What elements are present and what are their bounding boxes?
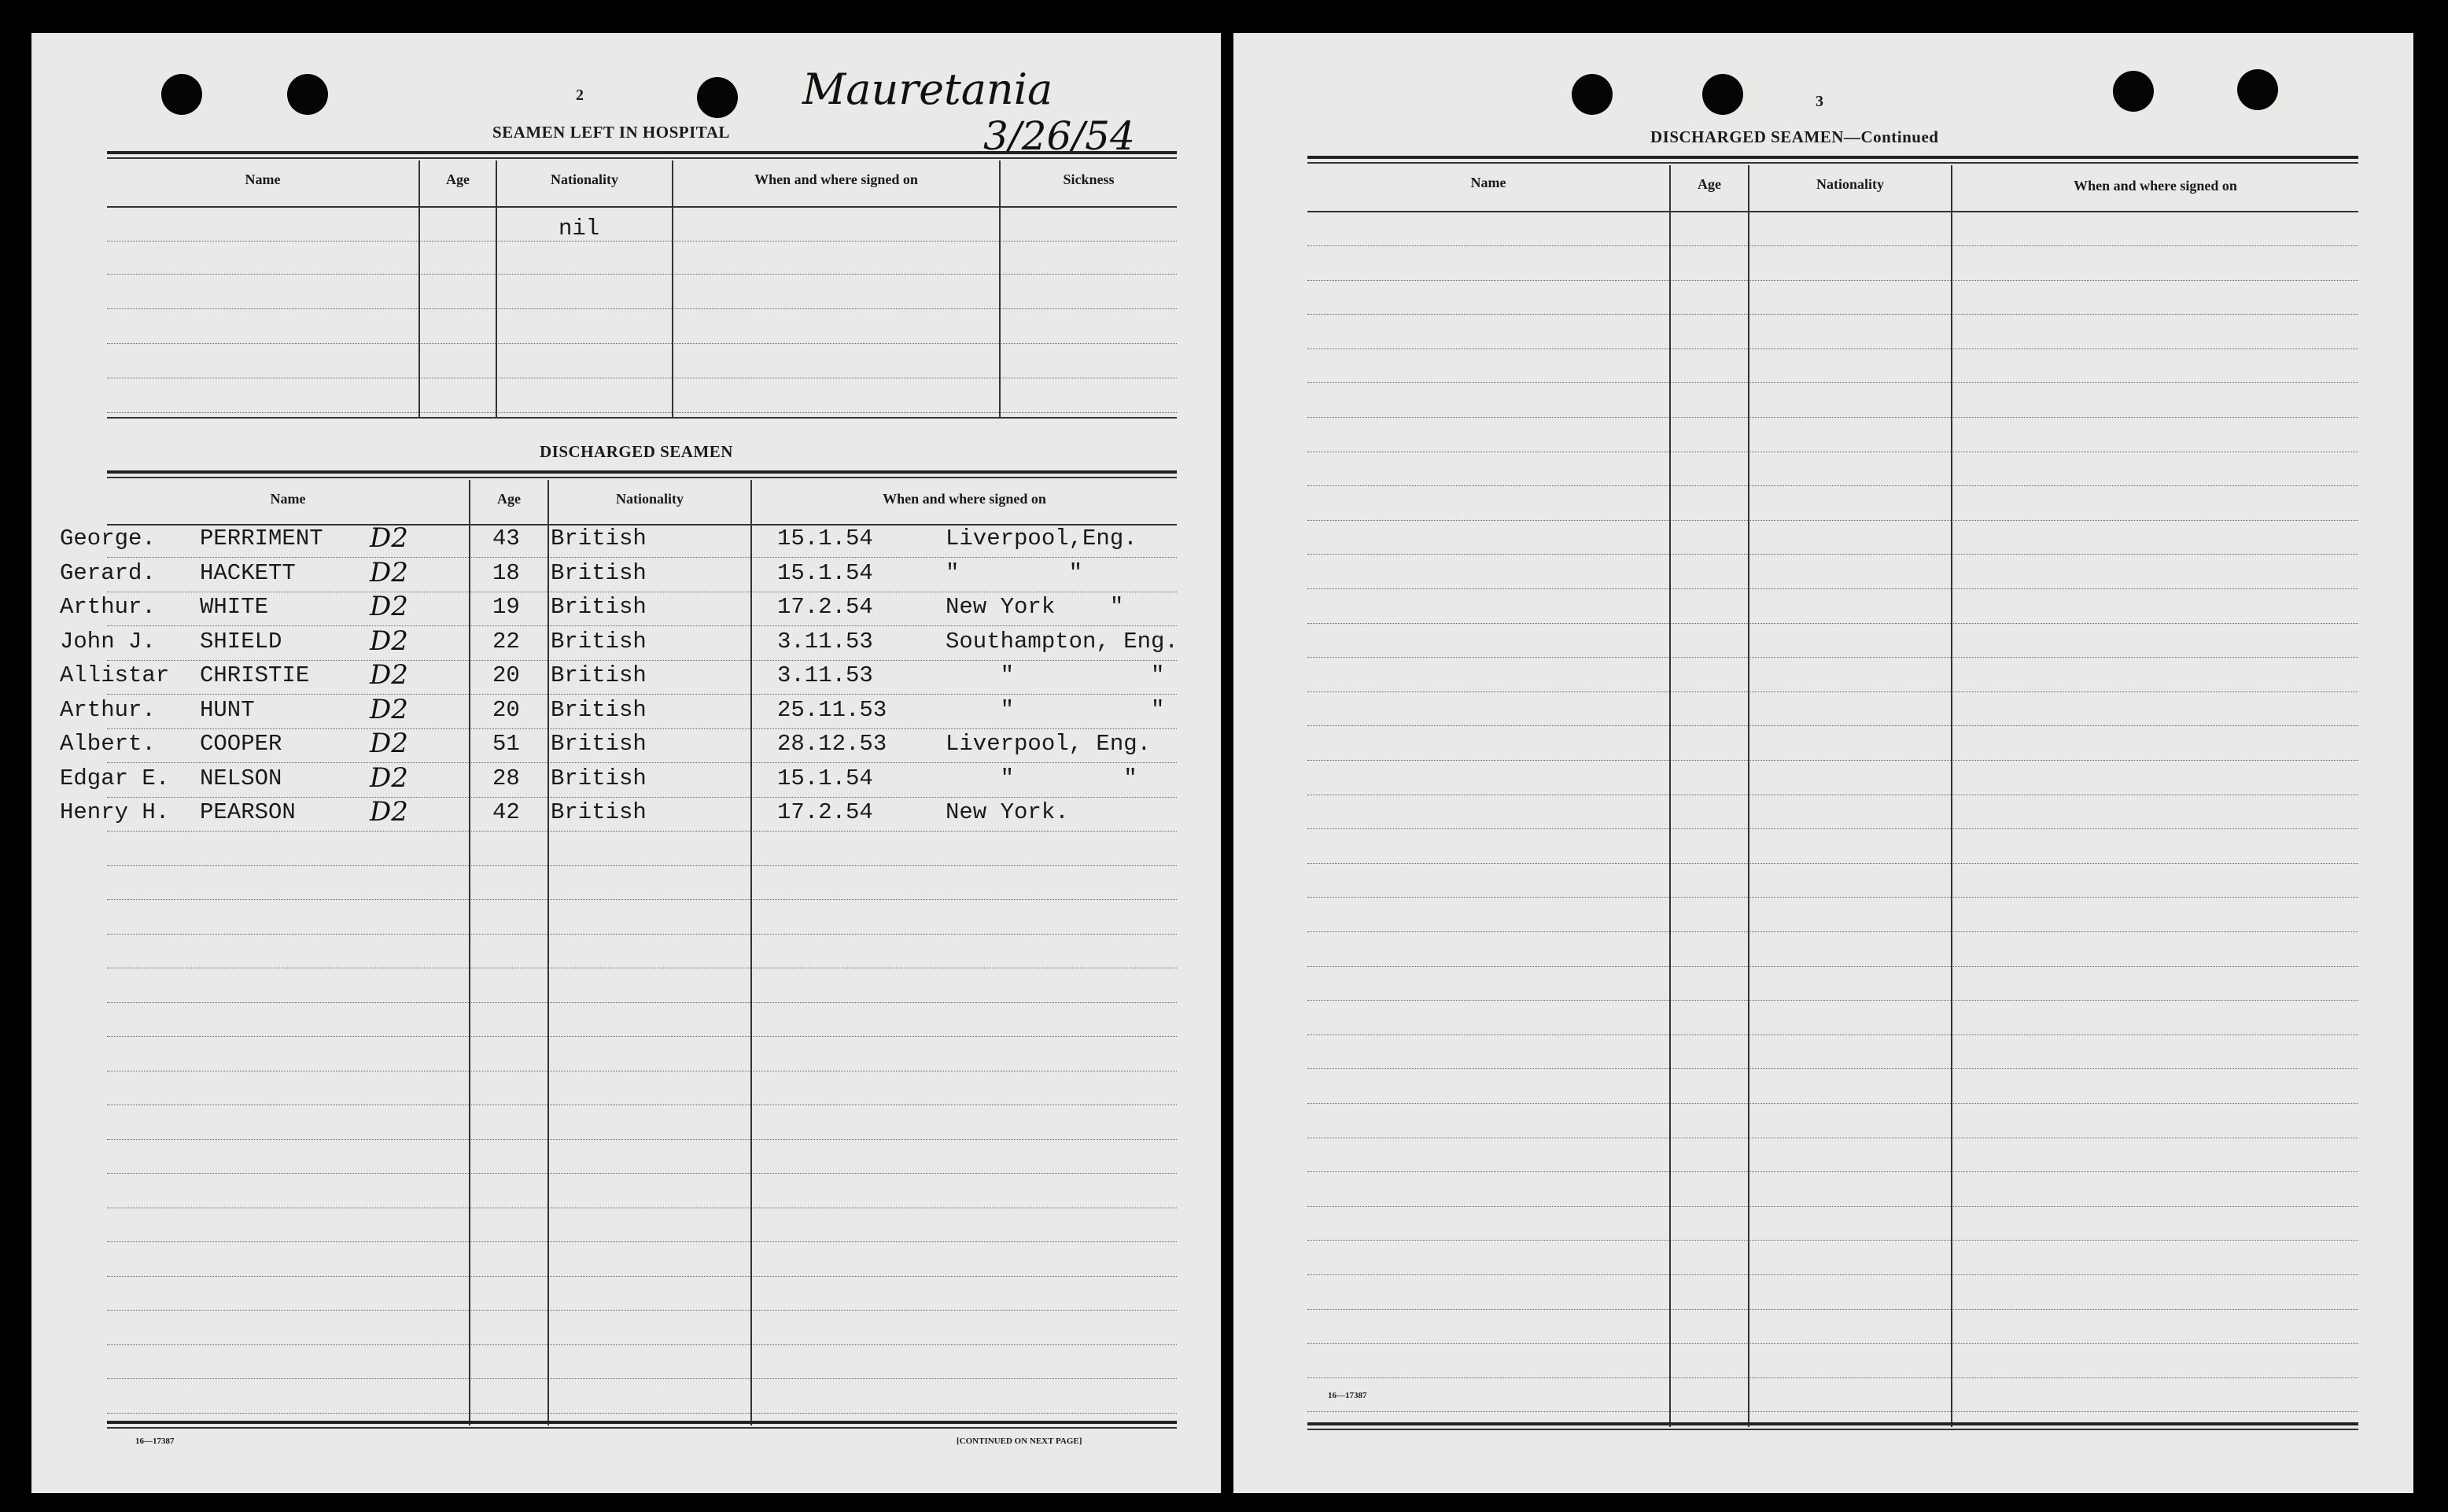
- signed-on-place: Southampton, Eng.: [946, 628, 1178, 655]
- signed-on-place: " ": [946, 662, 1165, 688]
- table-bottom-rule: [1307, 1429, 2358, 1430]
- continued-col-signed-on: When and where signed on: [2074, 178, 2237, 194]
- signed-on-place: " ": [946, 765, 1137, 791]
- row-line: [1307, 245, 2358, 246]
- seaman-first-name: Arthur.: [60, 696, 156, 723]
- seaman-surname: CHRISTIE: [200, 662, 310, 688]
- punch-hole: [1572, 74, 1613, 115]
- signed-on-date: 28.12.53: [777, 731, 887, 757]
- section-rule: [1307, 162, 2358, 164]
- signed-on-date: 25.11.53: [777, 696, 887, 723]
- column-divider: [750, 480, 752, 1425]
- seaman-first-name: John J.: [60, 628, 156, 655]
- row-line: [1307, 725, 2358, 726]
- form-number: 16—17387: [135, 1436, 175, 1446]
- discharge-mark: D2: [370, 659, 408, 691]
- row-line: [107, 1378, 1177, 1379]
- continued-col-age: Age: [1698, 176, 1721, 192]
- row-line: [107, 694, 1177, 695]
- row-line: [1307, 828, 2358, 829]
- row-line: [107, 1036, 1177, 1037]
- signed-on-place: New York ": [946, 594, 1124, 620]
- punch-hole: [2113, 71, 2154, 112]
- seaman-first-name: Gerard.: [60, 559, 156, 586]
- row-line: [107, 274, 1177, 275]
- row-line: [1307, 1377, 2358, 1378]
- row-line: [1307, 1206, 2358, 1207]
- row-line: [107, 557, 1177, 558]
- row-line: [107, 1344, 1177, 1345]
- signed-on-place: New York.: [946, 799, 1069, 825]
- hospital-col-nationality: Nationality: [550, 171, 618, 187]
- seaman-nationality: British: [551, 731, 647, 757]
- header-rule: [1307, 211, 2358, 212]
- row-line: [107, 1241, 1177, 1242]
- column-divider: [672, 160, 673, 419]
- signed-on-place: " ": [946, 696, 1165, 723]
- punch-hole: [697, 77, 738, 118]
- signed-on-date: 3.11.53: [777, 628, 873, 655]
- signed-on-place: Liverpool, Eng.: [946, 731, 1152, 757]
- seaman-age: 20: [492, 696, 520, 723]
- continued-col-nationality: Nationality: [1816, 176, 1884, 192]
- punch-hole: [287, 74, 328, 115]
- row-line: [1307, 1103, 2358, 1104]
- table-bottom-rule: [107, 1427, 1177, 1429]
- table-bottom-rule: [1307, 1422, 2358, 1425]
- row-line: [1307, 623, 2358, 624]
- header-rule: [107, 206, 1177, 208]
- row-line: [1307, 1171, 2358, 1172]
- hospital-col-age: Age: [446, 171, 470, 187]
- section-rule: [107, 470, 1177, 474]
- row-line: [107, 625, 1177, 626]
- row-line: [1307, 691, 2358, 692]
- row-line: [1307, 1274, 2358, 1275]
- seaman-first-name: Arthur.: [60, 594, 156, 620]
- hospital-col-signed-on: When and where signed on: [754, 171, 918, 187]
- signed-on-place: " ": [946, 559, 1083, 586]
- row-line: [1307, 280, 2358, 281]
- seaman-first-name: Henry H.: [60, 799, 170, 825]
- row-line: [1307, 1343, 2358, 1344]
- seaman-first-name: Allistar: [60, 662, 170, 688]
- row-line: [1307, 1068, 2358, 1069]
- hospital-col-name: Name: [245, 171, 281, 187]
- row-line: [1307, 348, 2358, 349]
- table-bottom-rule: [107, 1421, 1177, 1424]
- seaman-surname: PEARSON: [200, 799, 296, 825]
- seaman-age: 51: [492, 731, 520, 757]
- seaman-surname: SHIELD: [200, 628, 282, 655]
- seaman-surname: COOPER: [200, 731, 282, 757]
- signed-on-date: 17.2.54: [777, 799, 873, 825]
- row-line: [1307, 382, 2358, 383]
- row-line: [1307, 314, 2358, 315]
- section-rule: [107, 157, 1177, 159]
- seaman-first-name: George.: [60, 526, 156, 551]
- handwritten-date: 3/26/54: [983, 113, 1135, 159]
- signed-on-date: 15.1.54: [777, 559, 873, 586]
- discharge-mark: D2: [370, 693, 408, 725]
- seaman-surname: NELSON: [200, 765, 282, 791]
- column-divider: [469, 480, 470, 1425]
- row-line: [107, 660, 1177, 661]
- section-rule: [107, 477, 1177, 478]
- row-line: [107, 728, 1177, 729]
- punch-hole: [2237, 69, 2278, 110]
- discharge-mark: D2: [370, 556, 408, 588]
- right-form-page: [1233, 33, 2413, 1493]
- discharge-mark: D2: [370, 522, 408, 554]
- row-line: [1307, 588, 2358, 589]
- discharge-mark: D2: [370, 796, 408, 828]
- discharged-section-title: DISCHARGED SEAMEN: [540, 442, 733, 461]
- seaman-age: 19: [492, 594, 520, 620]
- row-line: [107, 1276, 1177, 1277]
- punch-hole: [1702, 74, 1743, 115]
- column-divider: [1748, 165, 1749, 1427]
- hospital-nil-entry: nil: [559, 216, 600, 242]
- seaman-nationality: British: [551, 628, 647, 655]
- handwritten-ship-name: Mauretania: [802, 65, 1053, 114]
- seaman-age: 42: [492, 799, 520, 825]
- row-line: [1307, 417, 2358, 418]
- row-line: [107, 797, 1177, 798]
- seaman-nationality: British: [551, 559, 647, 586]
- discharged-col-signed-on: When and where signed on: [883, 491, 1046, 507]
- signed-on-date: 3.11.53: [777, 662, 873, 688]
- column-divider: [999, 160, 1001, 419]
- seaman-age: 22: [492, 628, 520, 655]
- signed-on-date: 15.1.54: [777, 765, 873, 791]
- seaman-age: 20: [492, 662, 520, 688]
- row-line: [1307, 1411, 2358, 1412]
- row-line: [1307, 554, 2358, 555]
- discharge-mark: D2: [370, 728, 408, 759]
- seaman-first-name: Edgar E.: [60, 765, 170, 791]
- row-line: [107, 1002, 1177, 1003]
- punch-hole: [161, 74, 202, 115]
- seaman-surname: HACKETT: [200, 559, 296, 586]
- column-divider: [418, 160, 420, 419]
- seaman-age: 28: [492, 765, 520, 791]
- column-divider: [1669, 165, 1671, 1427]
- section-rule: [107, 151, 1177, 154]
- seaman-nationality: British: [551, 765, 647, 791]
- row-line: [107, 865, 1177, 866]
- row-line: [1307, 897, 2358, 898]
- seaman-age: 43: [492, 526, 520, 551]
- row-line: [1307, 1000, 2358, 1001]
- row-line: [1307, 520, 2358, 521]
- signed-on-date: 17.2.54: [777, 594, 873, 620]
- page-number: 3: [1816, 93, 1823, 110]
- row-line: [1307, 1240, 2358, 1241]
- form-number: 16—17387: [1328, 1391, 1367, 1400]
- seaman-age: 18: [492, 559, 520, 586]
- discharged-col-age: Age: [497, 491, 521, 507]
- row-line: [107, 1413, 1177, 1414]
- row-line: [107, 412, 1177, 413]
- continued-section-title: DISCHARGED SEAMEN—Continued: [1650, 127, 1939, 146]
- row-line: [1307, 966, 2358, 967]
- row-line: [107, 308, 1177, 309]
- row-line: [1307, 1309, 2358, 1310]
- left-form-page: [31, 33, 1221, 1493]
- page-number: 2: [576, 87, 584, 104]
- row-line: [1307, 760, 2358, 761]
- seaman-first-name: Albert.: [60, 731, 156, 757]
- section-rule: [1307, 156, 2358, 159]
- row-line: [107, 343, 1177, 344]
- signed-on-place: Liverpool,Eng.: [946, 526, 1137, 551]
- row-line: [1307, 863, 2358, 864]
- row-line: [107, 1310, 1177, 1311]
- row-line: [1307, 657, 2358, 658]
- hospital-col-sickness: Sickness: [1063, 171, 1115, 187]
- seaman-surname: PERRIMENT: [200, 526, 323, 551]
- row-line: [107, 831, 1177, 832]
- row-line: [107, 241, 1177, 242]
- row-line: [1307, 485, 2358, 486]
- discharge-mark: D2: [370, 591, 408, 622]
- row-line: [107, 1173, 1177, 1174]
- seaman-surname: WHITE: [200, 594, 269, 620]
- continued-note: [CONTINUED ON NEXT PAGE]: [957, 1436, 1082, 1446]
- column-divider: [547, 480, 549, 1425]
- seaman-nationality: British: [551, 799, 647, 825]
- signed-on-date: 15.1.54: [777, 526, 873, 551]
- row-line: [107, 899, 1177, 900]
- discharge-mark: D2: [370, 762, 408, 794]
- column-divider: [496, 160, 497, 419]
- row-line: [1307, 1034, 2358, 1035]
- table-bottom-rule: [107, 417, 1177, 419]
- row-line: [107, 762, 1177, 763]
- discharged-col-nationality: Nationality: [615, 491, 684, 507]
- hospital-section-title: SEAMEN LEFT IN HOSPITAL: [492, 123, 730, 142]
- continued-col-name: Name: [1470, 175, 1506, 190]
- seaman-nationality: British: [551, 696, 647, 723]
- column-divider: [1951, 165, 1952, 1427]
- seaman-nationality: British: [551, 662, 647, 688]
- row-line: [107, 1104, 1177, 1105]
- seaman-nationality: British: [551, 526, 647, 551]
- seaman-surname: HUNT: [200, 696, 255, 723]
- discharged-col-name: Name: [270, 491, 306, 507]
- row-line: [107, 1139, 1177, 1140]
- discharge-mark: D2: [370, 625, 408, 657]
- row-line: [1307, 931, 2358, 932]
- row-line: [107, 934, 1177, 935]
- seaman-nationality: British: [551, 594, 647, 620]
